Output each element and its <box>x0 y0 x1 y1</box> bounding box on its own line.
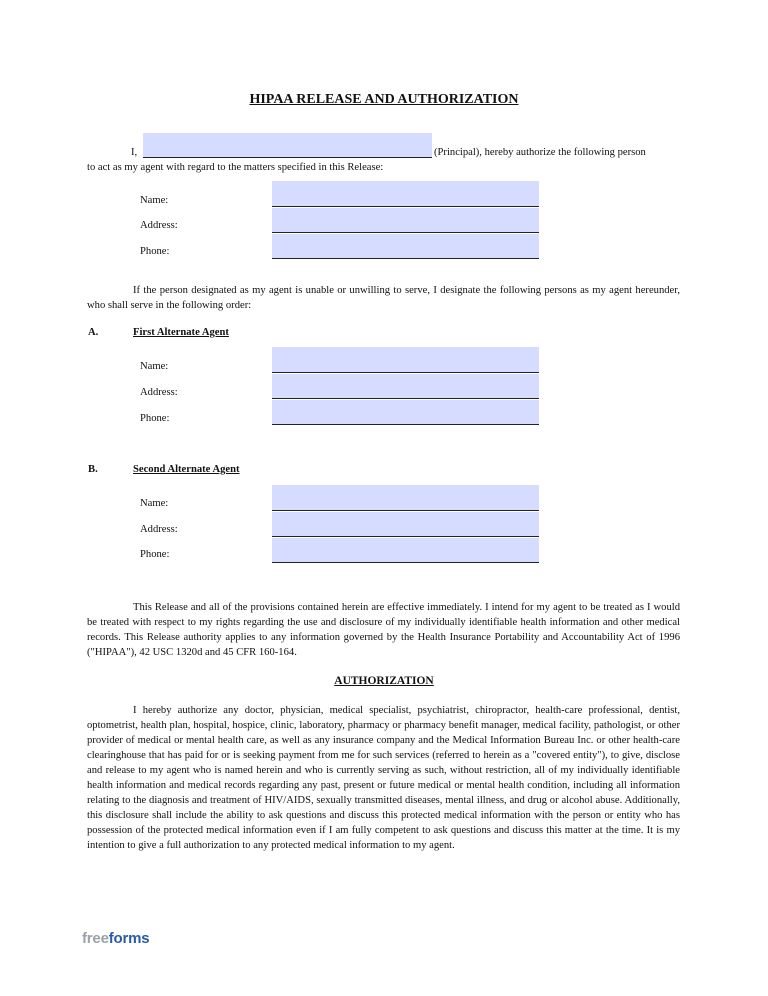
alternate-paragraph: If the person designated as my agent is unable or unwilling to serve, I designate the following persons as my agent hereunder, who shall serve in the following order: <box>87 285 680 311</box>
section-a-title: First Alternate Agent <box>133 327 229 338</box>
first-alt-name-field[interactable] <box>272 347 539 373</box>
first-alt-phone-field[interactable] <box>272 400 539 425</box>
logo-free-text: free <box>82 930 109 947</box>
freeforms-logo <box>82 930 149 947</box>
agent-address-label: Address: <box>140 220 178 231</box>
agent-name-label: Name: <box>140 195 169 206</box>
agent-phone-field[interactable] <box>272 234 539 259</box>
second-alt-address-field[interactable] <box>272 512 539 537</box>
first-alt-name-label: Name: <box>140 361 169 372</box>
second-alt-phone-field[interactable] <box>272 538 539 563</box>
logo-forms-text: forms <box>108 930 150 947</box>
section-a-letter: A. <box>88 327 99 338</box>
document-title: HIPAA RELEASE AND AUTHORIZATION <box>249 92 519 107</box>
second-alt-address-label: Address: <box>140 524 178 535</box>
first-alt-address-field[interactable] <box>272 374 539 399</box>
agent-name-field[interactable] <box>272 181 539 207</box>
first-alt-address-label: Address: <box>140 387 178 398</box>
section-b-title: Second Alternate Agent <box>133 464 240 475</box>
agent-phone-label: Phone: <box>140 246 170 257</box>
authorization-heading: AUTHORIZATION <box>334 675 434 687</box>
section-b-letter: B. <box>88 464 98 475</box>
second-alt-name-label: Name: <box>140 498 169 509</box>
first-alt-phone-label: Phone: <box>140 413 170 424</box>
intro-line2: to act as my agent with regard to the matters specified in this Release: <box>87 162 384 173</box>
intro-rest: (Principal), hereby authorize the following person <box>434 147 646 158</box>
intro-i: I, <box>131 147 138 158</box>
authorization-paragraph: I hereby authorize any doctor, physician, medical specialist, psychiatrist, chiropractor, health-care professional, dentist, optometrist, health plan, hospital, hospice, clinic, laboratory, pharmacy or pharmacy benefit manager, medical facility, pathologist, or other provider of medical or mental health care, as well as any insurance company and the Medical Information Bureau Inc. or other health-care clearinghouse that has paid for or is seeking payment from me for such services (referred to herein as a "covered entity"), to give, disclose and release to my agent who is named herein and who is currently serving as such, without restriction, all of my individually identifiable health information and medical records regarding any past, present or future medical or mental health condition, including all information relating to the diagnosis and treatment of HIV/AIDS, sexually transmitted diseases, mental illness, and drug or alcohol abuse. Additionally, this disclosure shall include the ability to ask questions and discuss this protected medical information with the person or entity who has possession of the protected medical information even if I am fully competent to ask questions and discuss this matter at the time. It is my intention to give a full authorization to any protected medical information to my agent. <box>87 705 680 851</box>
principal-name-field[interactable] <box>143 133 432 158</box>
agent-address-field[interactable] <box>272 208 539 233</box>
second-alt-phone-label: Phone: <box>140 549 170 560</box>
second-alt-name-field[interactable] <box>272 485 539 511</box>
release-paragraph: This Release and all of the provisions contained herein are effective immediately. I intend for my agent to be treated as I would be treated with respect to my rights regarding the use and disclosure of my individually identifiable health information and other medical records. This Release authority applies to any information governed by the Health Insurance Portability and Accountability Act of 1996 ("HIPAA"), 42 USC 1320d and 45 CFR 160-164. <box>87 602 680 658</box>
